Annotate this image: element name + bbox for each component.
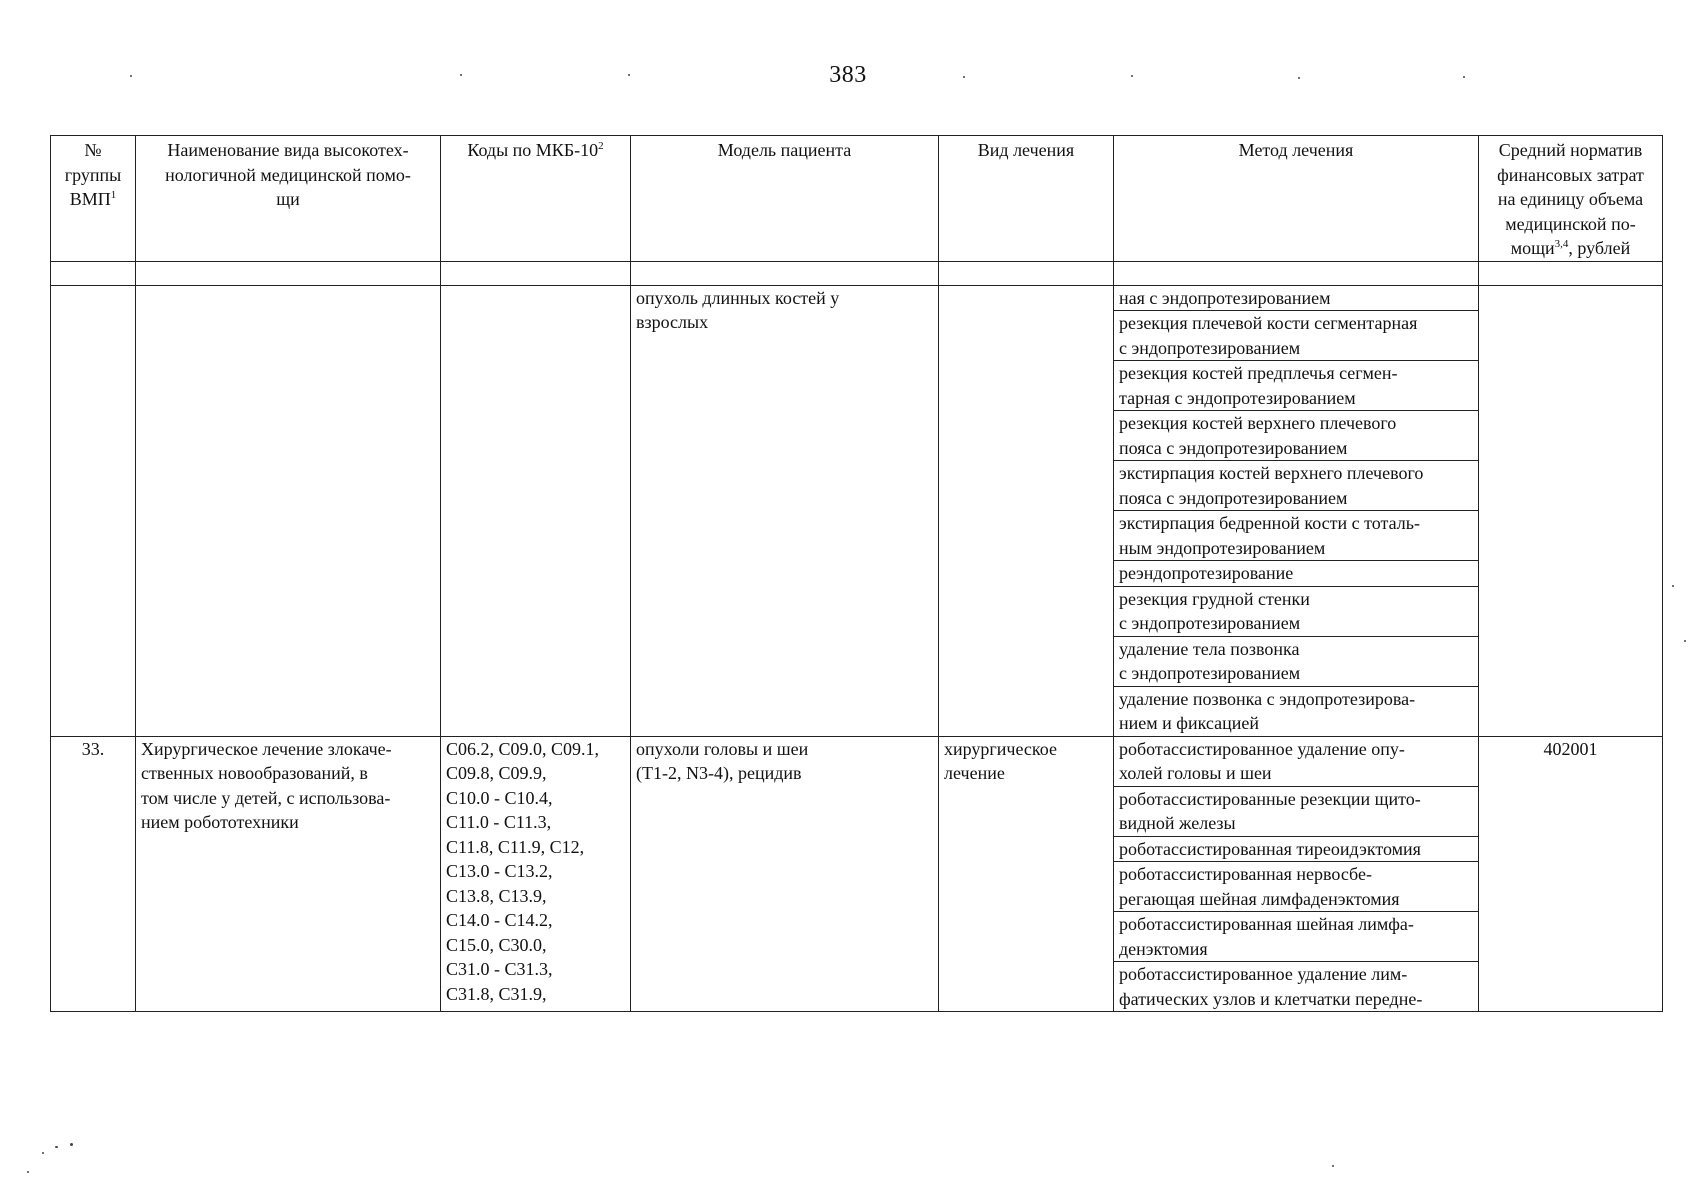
- scan-speck: [963, 76, 965, 78]
- patient-model-cell: опухоль длинных костей у взрослых: [631, 285, 939, 736]
- method-item: роботассистированное удаление лим- фатических узлов и клетчатки передне-: [1119, 964, 1423, 1009]
- care-type-name-cell: Хирургическое лечение злокаче- ственных новообразований, в том числе у детей, с использова- нием робототехники: [136, 736, 441, 1012]
- header-group-number: № группы ВМП$^1$: [51, 136, 136, 262]
- method-item: экстирпация костей верхнего плечевого пояса с эндопротезированием: [1114, 461, 1479, 511]
- scan-speck: [460, 74, 462, 76]
- method-item: резекция грудной стенки с эндопротезированием: [1114, 587, 1479, 637]
- method-item: резекция плечевой кости сегментарная с эндопротезированием: [1114, 311, 1479, 361]
- table-row: [51, 736, 1663, 1012]
- scan-speck: [1684, 640, 1686, 642]
- scan-speck: [1672, 585, 1674, 587]
- header-care-type-name: Наименование вида высокотех- нологичной медицинской помо- щи: [136, 136, 441, 262]
- method-item: роботассистированные резекции щито- видной железы: [1114, 787, 1479, 837]
- method-item: роботассистированная тиреоидэктомия: [1114, 837, 1479, 863]
- method-item: резекция костей верхнего плечевого пояса с эндопротезированием: [1114, 411, 1479, 461]
- scan-speck: [1332, 1165, 1334, 1167]
- vmp-table: [50, 135, 1663, 1012]
- page-number: 383: [829, 62, 867, 88]
- scan-speck: [27, 1171, 29, 1173]
- method-item: удаление тела позвонка с эндопротезированием: [1114, 637, 1479, 687]
- header-treatment-method: Метод лечения: [1114, 136, 1479, 262]
- header-icd-codes: Коды по МКБ-$10^2$: [441, 136, 631, 262]
- method-item: резекция костей предплечья сегмен- тарная с эндопротезированием: [1114, 361, 1479, 411]
- scan-speck: [55, 1146, 58, 1148]
- patient-model-cell: опухоли головы и шеи (Т1-2, N3-4), рецидив: [631, 736, 939, 1012]
- care-type-name-cell: [136, 285, 441, 736]
- header-average-cost: Средний норматив финансовых затрат на единицу объема медицинской по- мощи$^{3,4}$, рублей: [1479, 136, 1663, 262]
- average-cost-cell: [1479, 285, 1663, 736]
- scan-speck: [70, 1143, 73, 1146]
- average-cost-cell: 402001: [1479, 736, 1663, 1012]
- scan-speck: [42, 1152, 44, 1154]
- scan-speck: [1463, 76, 1465, 78]
- treatment-type-cell: [939, 285, 1114, 736]
- treatment-method-cell: [1114, 285, 1479, 736]
- method-item: роботассистированная нервосбе- регающая шейная лимфаденэктомия: [1114, 862, 1479, 912]
- header-treatment-type: Вид лечения: [939, 136, 1114, 262]
- group-number-cell: [51, 285, 136, 736]
- icd-codes-cell: С06.2, С09.0, С09.1, С09.8, С09.9, С10.0 - С10.4, С11.0 - С11.3, С11.8, С11.9, С12, С13.0 - С13.2, С13.8, С13.9, С14.0 - С14.2, С15.0, С30.0, С31.0 - С31.3, С31.8, С31.9,: [441, 736, 631, 1012]
- table-row: [51, 285, 1663, 736]
- header-patient-model: Модель пациента: [631, 136, 939, 262]
- table-spacer-row: [51, 261, 1663, 285]
- method-item: удаление позвонка с эндопротезирова- нием и фиксацией: [1119, 688, 1416, 733]
- method-item: экстирпация бедренной кости с тоталь- ным эндопротезированием: [1114, 511, 1479, 561]
- method-item: роботассистированная шейная лимфа- денэктомия: [1114, 912, 1479, 962]
- group-number-cell: 33.: [51, 736, 136, 1012]
- scan-speck: [1131, 75, 1133, 77]
- table-header-row: [51, 136, 1663, 262]
- icd-codes-cell: [441, 285, 631, 736]
- scan-speck: [130, 75, 132, 77]
- method-item: реэндопротезирование: [1114, 561, 1479, 587]
- treatment-type-cell: хирургическое лечение: [939, 736, 1114, 1012]
- method-item: роботассистированное удаление опу- холей головы и шеи: [1114, 737, 1479, 787]
- treatment-method-cell: [1114, 736, 1479, 1012]
- scan-speck: [1298, 77, 1300, 79]
- method-item: ная с эндопротезированием: [1114, 286, 1479, 312]
- scan-speck: [628, 74, 630, 76]
